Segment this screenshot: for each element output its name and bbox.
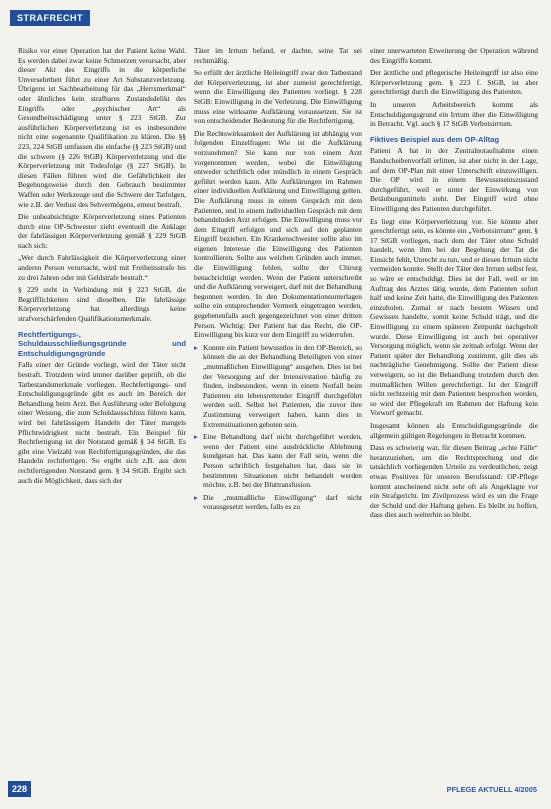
arrow-list-item [194, 432, 362, 490]
paragraph: Es liegt eine Körperverletzung vor. Sie könnte aber gerechtfertigt sein, es könnte ein „Verbotsirrtum“ gem. § 17 StGB vorliegen, nach dem der Täter ohne Schuld handelt, wenn ihm bei der Begehung der Tat die Einsicht fehlt, Unrecht zu tun, und er diesen Irrtum nicht vermeiden konnte. Stellt der Täter den Irrtum selbst fest, so wäre er entschuldigt. Dies ist der Fall, weil er im Auftrag des Arztes tätig wurde, dem Patienten sofort half und keine Zeit hatte, die Einwilligung des Patienten einzuholen. Zumal er nach bestem Wissen und Gewissen handelte, somit keine Schuld trägt, und die Einwilligung zu einem späteren Zeitpunkt nachgeholt wurde. Diese Einwilligung ist auch bei operativer Versorgung möglich, wenn sie zeitnah erfolgt. Wenn der Patient später der Behandlung zustimmt, gilt dies als nachträgliche Genehmigung. Sollte der Patient diese verweigern, so ist die Behandlung trotzdem durch den mutmaßlichen Willen gerechtfertigt. Ist der Eingriff nicht rechtzeitig mit dem Patienten besprochen worden, so wird der Pflegekraft im Rahmen der Haftung kein Vorwurf gemacht. [370, 216, 538, 418]
publication-footer: PFLEGE AKTUELL 4/2005 [446, 785, 537, 794]
paragraph: Risiko vor einer Operation hat der Patient keine Wahl. Es werden dabei zwar keine Schmerzen verursacht, aber dieser Akt des Eingriffs in die körperliche Unversehrtheit führt zu einer Art Substanzverletzung. Übrigens ist Sachbearbeitung für das „Herrsmerkmal“ oder ähnliches kein strafbares Zustandsdelikt des Eingriffs oder „psychischer Art“ als Gesundheitsschädigung unter § 223 StGB. Zur ausführlichen Körperverletzung ist es insbesondere nicht eine sogenannte Qualifikation zu klären. Die §§ 223, 224 StGB umfassen die einfache (§ 223 StGB) und die schwere (§ 226 StGB) Körperverletzung und die Körperverletzung mit Todesfolge (§ 227 StGB). In diesen Fällen führen wird die Gefährlichkeit der Begehungsweise durch den Gebrauch bestimmter Waffen oder Werkzeuge und die Schwere der Tatfolgen, wie z.B. der Verlust des Sehvermögens, erneut bestraft. [18, 46, 186, 209]
subheading: Fiktives Beispiel aus dem OP-Alltag [370, 134, 500, 144]
arrow-list-text: Eine Behandlung darf nicht durchgeführt werden, wenn der Patient eine ausdrückliche Ablehnung kundgetan hat. Das kann der Fall sein, wenn die Person schriftlich festgehalten hat, dass sie in bestimmten Situationen nicht behandelt werden möchte, z.B. bei der Bluttransfusion. [203, 432, 362, 490]
arrow-list-text: Die „mutmaßliche Einwilligung“ darf nicht vorausgesetzt werden, falls es zu [203, 492, 362, 512]
paragraph: Täter im Irrtum befand, er dachte, seine Tat sei rechtmäßig. [194, 46, 362, 65]
paragraph: Falls einer der Gründe vorliegt, wird der Täter nicht bestraft. Trotzdem wird immer darüber geprüft, ob die Tatbestandsmerkmale vorliegen. Rechtfertigungs- und Entschuldigungsgründe gibt es auch im Bereich der Behandlung beim Arzt. Bei Ausführung oder Befolgung einer Weisung, die zum Schuldausschluss führen kann, wird bei fahrlässigem Handeln der Täter mangels Pflichtwidrigkeit nicht bestraft. Ein Beispiel für Rechtfertigung ist der Notstand gemäß § 34 StGB. Es gibt eine Vielzahl von Rechtfertigungsgründen, die das Handeln rechtfertigen. So ergibt sich z.B. aus dem rechtfertigenden Notstand gem. § 34 StGB. Ergibt sich auch die Möglichkeit, dass sich der [18, 360, 186, 485]
paragraph: einer unerwarteten Erweiterung der Operation während des Eingriffs kommt. [370, 46, 538, 65]
paragraph: In unseren Arbeitsbereich kommt als Entschuldigungsgrund ein Irrtum über die Einwilligung in Betracht. Vgl. auch § 17 StGB Verbotsirrtum. [370, 99, 538, 129]
paragraph: Patient A hat in der Zentralnotaufnahme einen Bandscheibenvorfall erlitten, ist aber nicht in der Lage, auf dem OP-Plan mit einer Unterschrift einzuwilligen. Die OP wird in einem Bewusstseinszustand durchgeführt, weil er unter der Einwirkung von Betäubungsmitteln steht. Der Eingriff wird ohne Einwilligung des Patienten durchgeführt. [370, 146, 538, 213]
arrow-list-item [194, 493, 362, 512]
paragraph: Die unbeabsichtigte Körperverletzung eines Patienten durch eine OP-Schwester zieht eventuell die Anklage der fahrlässigen Körperverletzung gemäß § 229 StGB nach sich: [18, 212, 186, 250]
paragraph: § 229 steht in Verbindung mit § 223 StGB, die Begrifflichkeiten sind dieselben. Die fahrlässige Körperverletzung hat allerdings keine strafverschärfenden Qualifikationsmerkmale. [18, 285, 186, 324]
page-number: 228 [8, 781, 31, 797]
arrow-list-text: Konnte ein Patient bewusstlos in den OP-Bereich, so können die an der Behandlung Beteiligten von einer „mutmaßlichen Einwilligung“ ausgehen. Dies ist bei der Versorgung auf der Intensivstation häufig zu finden, insbesondere, wenn in einem Notfall beim Patienten ein lebensrettender Eingriff durchgeführt werden soll. Selbst bei Patienten, die zuvor ihre Zustimmung verweigert haben, kann dies in Extremsituationen geboten sein. [203, 342, 362, 429]
column-1 [18, 46, 186, 768]
paragraph: „Wer durch Fahrlässigkeit die Körperverletzung einer anderen Person verursacht, wird mit Freiheitsstrafe bis zu drei Jahren oder mit Geldstrafe bestraft.“ [18, 253, 186, 282]
arrow-bullet-icon: ▸ [194, 432, 198, 442]
arrow-bullet-icon: ▸ [194, 492, 198, 502]
paragraph: So erfüllt der ärztliche Heileingriff zwar den Tatbestand der Körperverletzung, ist aber zumeist gerechtfertigt, wenn die Einwilligung des Patienten vorliegt. § 228 StGB: Einwilligung in die Verletzung. Die Einwilligung muss eine wirksame Aufklärung voraussetzen. Sie ist von entscheidender Bedeutung für die Rechtfertigung. [194, 68, 362, 126]
column-3 [370, 46, 538, 768]
paragraph: Dass es schwierig war, für diesen Beitrag „echte Fälle“ heranzuziehen, um die Rechtsprechung und die tatsächlich vorliegenden Urteile zu verdeutlichen, zeigt etwas Positives für unseren Berufsstand: OP-Pflege kommt anscheinend nicht sehr oft als Angeklagte vor ein Strafgericht. Im Zivilprozess wird es um die Frage der Schuld und der Haftung gehen. Es bleibt zu hoffen, dass dies auch weiterhin so bleibt. [370, 443, 538, 520]
article-body [18, 46, 538, 768]
paragraph: Der ärztliche und pflegerische Heileingriff ist also eine Körperverletzung gem. § 223 f. StGB, ist aber gerechtfertigt durch die Einwilligung des Patienten. [370, 68, 538, 97]
subheading: Rechtfertigungs-, Schuldausschließungsgründe und Entschuldigungsgründe [18, 329, 186, 358]
paragraph: Insgesamt können als Entschuldigungsgründe die allgemein gültigen Regelungen in Betracht kommen. [370, 420, 538, 440]
section-tag: STRAFRECHT [10, 10, 90, 26]
column-2 [194, 46, 362, 768]
paragraph: Die Rechtswirksamkeit der Aufklärung ist abhängig von folgenden Einzelfragen: Wie ist die Aufklärung vorzunehmen? Sie kann nur von einem Arzt vorgenommen werden, wobei die Einwilligung entweder schriftlich oder mündlich in einem Gespräch geführt werden kann. Alle Aufklärungen im Rahmen einer individuellen Aufklärung und Einwilligung gelten. Die Aufklärung muss in einem Gespräch mit dem Patienten, und in einem individuellen Gespräch mit dem behandelnden Arzt erfolgen. Die Einwilligung muss vor dem Eingriff erfolgen und sich auf den geplanten Eingriff beziehen. Ein Krankenschwester sollte also im eigenen Interesse die Einwilligung des Patienten kontrollieren. Sollte aus welchen Gründen auch immer, die Einwilligung fehlen, sollte der Chirurg benachrichtigt werden. Wenn der Patient unterschreibt und die Aufklärung verweigert, darf mit der Behandlung begonnen werden. In den Dokumentationsunterlagen sollte ein entsprechender Vermerk eingetragen werden, gegebenenfalls auch gegengezeichnet von einer dritten Person. Wichtig: Der Patient hat das Recht, die OP-Einwilligung bis kurz vor dem Eingriff zu widerrufen. [194, 128, 362, 340]
arrow-list-item [194, 343, 362, 429]
arrow-list [194, 343, 362, 512]
arrow-bullet-icon: ▸ [194, 342, 198, 352]
